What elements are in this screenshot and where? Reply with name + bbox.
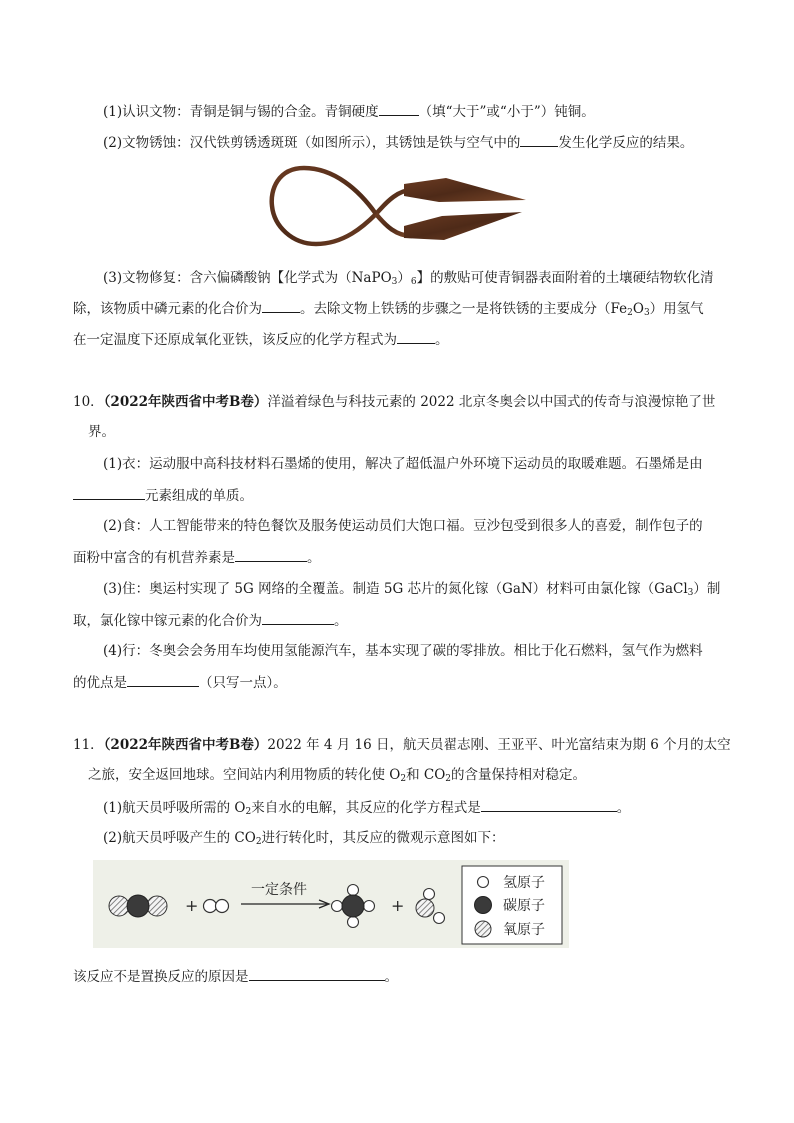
legend-hydrogen: 氢原子 bbox=[503, 875, 545, 891]
co2-molecule bbox=[109, 895, 167, 917]
answer-blank[interactable] bbox=[262, 298, 300, 313]
scissors-blade-bottom bbox=[404, 212, 522, 240]
answer-blank[interactable] bbox=[520, 132, 558, 147]
answer-blank[interactable] bbox=[73, 485, 145, 500]
q11-part2: (2)航天员呼吸产生的 $CO_2$进行转化时，其反应的微观示意图如下： bbox=[103, 830, 505, 847]
q11-stem-line1: 11．（2022年陕西省中考B卷）2022 年 4 月 16 日，航天员翟志刚、王亚平、叶光富结束为期 6 个月的太空 bbox=[73, 737, 731, 753]
q10-stem-line2: 界。 bbox=[88, 424, 115, 440]
atom-legend bbox=[462, 866, 562, 944]
q9-part2: (2)文物锈蚀：汉代铁剪锈透斑斑（如图所示），其锈蚀是铁与空气中的 发生化学反应的结果。 bbox=[103, 132, 693, 153]
q10-source: （2022年陕西省中考B卷） bbox=[103, 394, 268, 410]
answer-blank[interactable] bbox=[249, 966, 385, 981]
plus-sign: + bbox=[185, 896, 199, 915]
scissors-blade-top bbox=[404, 178, 526, 202]
q9-part3-line1: (3)文物修复：含六偏磷酸钠【化学式为$(NaPO_3)_6$】的敷贴可使青铜器表面附着的土壤硬结物软化清 bbox=[103, 270, 714, 287]
q11-source: （2022年陕西省中考B卷） bbox=[103, 737, 268, 753]
oxygen-atom-icon bbox=[475, 921, 491, 937]
q11-part1: (1)航天员呼吸所需的 $O_2$来自水的电解，其反应的化学方程式是 。 bbox=[103, 797, 630, 818]
q10-stem-line1: 10．（2022年陕西省中考B卷）洋溢着绿色与科技元素的 2022 北京冬奥会以中国式的传奇与浪漫惊艳了世 bbox=[73, 394, 716, 410]
q10-part4-line1: (4)行：冬奥会会务用车均使用氢能源汽车，基本实现了碳的零排放。相比于化石燃料，氢气作为燃料 bbox=[103, 643, 703, 659]
q9-part1: (1)认识文物：青铜是铜与锡的合金。青铜硬度 （填“大于”或“小于”）钝铜。 bbox=[103, 101, 595, 122]
legend-carbon: 碳原子 bbox=[503, 898, 545, 914]
scissors-handle-loop bbox=[272, 168, 412, 244]
q10-part2-line1: (2)食：人工智能带来的特色餐饮及服务使运动员们大饱口福。豆沙包受到很多人的喜爱，制作包子的 bbox=[103, 518, 703, 534]
carbon-atom-icon bbox=[475, 897, 492, 914]
plus-sign: + bbox=[391, 896, 405, 915]
reaction-diagram bbox=[93, 860, 569, 948]
answer-blank[interactable] bbox=[379, 101, 419, 116]
q10-part3-line2: 取，氯化镓中镓元素的化合价为 。 bbox=[73, 610, 348, 631]
q10-part1-line1: (1)衣：运动服中高科技材料石墨烯的使用，解决了超低温户外环境下运动员的取暖难题。石墨烯是由 bbox=[103, 456, 703, 472]
q10-part2-line2: 面粉中富含的有机营养素是 。 bbox=[73, 547, 321, 568]
q9-part3-line3: 在一定温度下还原成氧化亚铁，该反应的化学方程式为 。 bbox=[73, 329, 449, 350]
answer-blank[interactable] bbox=[262, 610, 334, 625]
answer-blank[interactable] bbox=[127, 672, 199, 687]
q9-part3-line2: 除，该物质中磷元素的化合价为 。去除文物上铁锈的步骤之一是将铁锈的主要成分$(Fe_2O_3)$用氢气 bbox=[73, 298, 704, 319]
q10-part4-line2: 的优点是 （只写一点）。 bbox=[73, 672, 287, 693]
answer-blank[interactable] bbox=[481, 797, 617, 812]
answer-blank[interactable] bbox=[397, 329, 435, 344]
q11-stem-line2: 之旅，安全返回地球。空间站内利用物质的转化使 $O_2$和 $CO_2$的含量保持相对稳定。 bbox=[88, 767, 587, 784]
reaction-condition: 一定条件 bbox=[251, 882, 307, 898]
iron-scissors-image bbox=[264, 160, 534, 252]
answer-blank[interactable] bbox=[235, 547, 307, 562]
q10-part1-line2: 元素组成的单质。 bbox=[73, 485, 253, 506]
legend-oxygen: 氧原子 bbox=[503, 922, 545, 938]
q10-part3-line1: (3)住：奥运村实现了 5G 网络的全覆盖。制造 5G 芯片的氮化镓（GaN）材料可由氯化镓（GaCl$_3$）制 bbox=[103, 581, 721, 598]
q11-conclusion: 该反应不是置换反应的原因是 。 bbox=[73, 966, 398, 987]
hydrogen-atom-icon bbox=[478, 877, 489, 888]
